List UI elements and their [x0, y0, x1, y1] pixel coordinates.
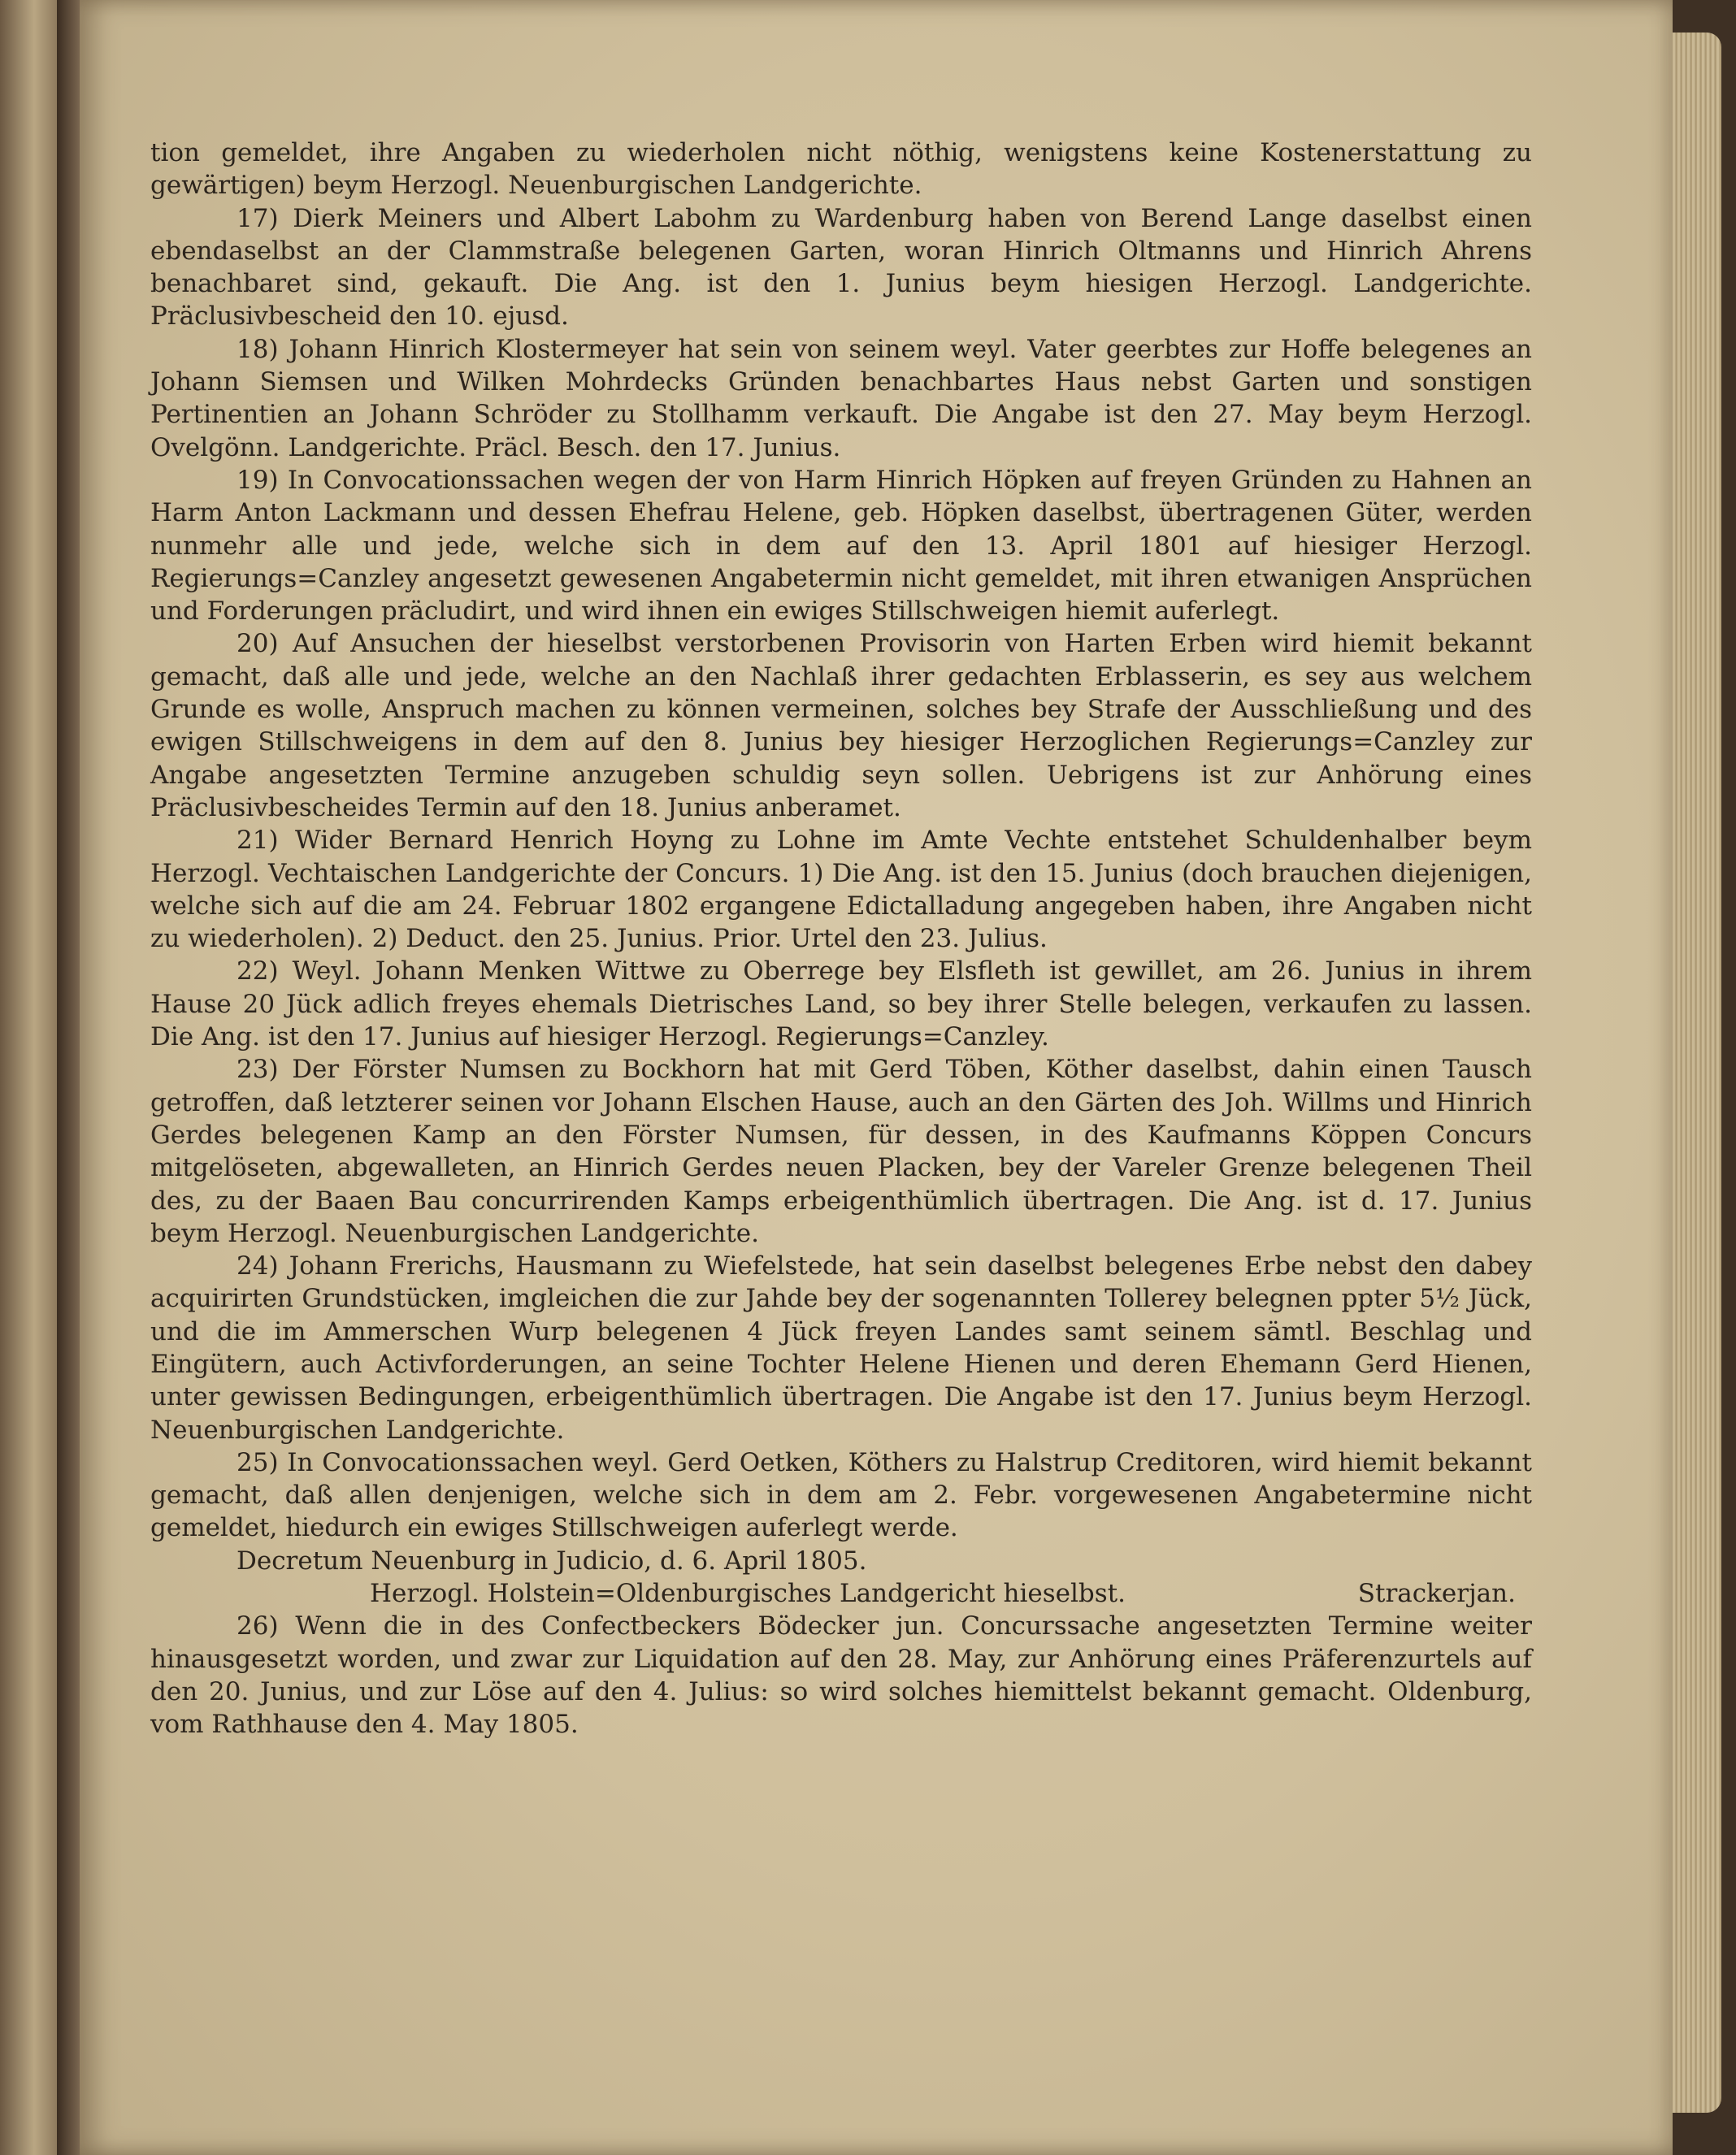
paragraph-continuation: tion gemeldet, ihre Angaben zu wiederholen nicht nöthig, wenigstens keine Kostenerstattung zu gewärtigen) beym Herzogl. Neuenburgischen Landgerichte.: [150, 138, 1532, 201]
notice-26: 26) Wenn die in des Confectbeckers Bödecker jun. Concurssache angesetzten Termine weiter hinausgesetzt worden, und zwar zur Liquidation auf den 28. May, zur Anhörung eines Präferenzurtels auf den 20. Junius, und zur Löse auf den 4. Julius: so wird solches hiemittelst bekannt gemacht. Oldenburg, vom Rathhause den 4. May 1805.: [150, 1611, 1532, 1740]
page-text-block: [150, 137, 1532, 1741]
page-edge-stack: [1673, 33, 1721, 2113]
notice-21: 21) Wider Bernard Henrich Hoyng zu Lohne im Amte Vechte entstehet Schuldenhalber beym Herzogl. Vechtaischen Landgerichte der Concurs. 1) Die Ang. ist den 15. Junius (doch brauchen diejenigen, welche sich auf die am 24. Februar 1802 ergangene Edictalladung angegeben haben, ihre Angaben nicht zu wiederholen). 2) Deduct. den 25. Junius. Prior. Urtel den 23. Julius.: [150, 826, 1532, 954]
notice-22: 22) Weyl. Johann Menken Wittwe zu Oberrege bey Elsfleth ist gewillet, am 26. Junius in ihrem Hause 20 Jück adlich freyes ehemals Dietrisches Land, so bey ihrer Stelle belegen, verkaufen zu lassen. Die Ang. ist den 17. Junius auf hiesiger Herzogl. Regierungs=Canzley.: [150, 956, 1532, 1052]
court-signature-line: [150, 1577, 1532, 1610]
notice-25: 25) In Convocationssachen weyl. Gerd Oetken, Köthers zu Halstrup Creditoren, wird hiemit bekannt gemacht, daß allen denjenigen, welche sich in dem am 2. Febr. vorgewesenen Angabetermine nicht gemeldet, hiedurch ein ewiges Stillschweigen auferlegt werde.: [150, 1447, 1532, 1543]
facing-page-edge: [0, 0, 57, 2155]
notice-23: 23) Der Förster Numsen zu Bockhorn hat mit Gerd Töben, Köther daselbst, dahin einen Tausch getroffen, daß letzterer seinen vor Johann Elschen Hause, auch an den Gärten des Joh. Willms und Hinrich Gerdes belegenen Kamp an den Förster Numsen, für dessen, in des Kaufmanns Köppen Concurs mitgelöseten, abgewalleten, an Hinrich Gerdes neuen Placken, bey der Vareler Grenze belegenen Theil des, zu der Baaen Bau concurrirenden Kamps erbeigenthümlich übertragen. Die Ang. ist d. 17. Junius beym Herzogl. Neuenburgischen Landgerichte.: [150, 1055, 1532, 1248]
court-name: Herzogl. Holstein=Oldenburgisches Landgericht hieselbst.: [370, 1579, 1126, 1609]
signature: Strackerjan.: [1357, 1579, 1516, 1609]
decretum-line: Decretum Neuenburg in Judicio, d. 6. April 1805.: [237, 1546, 867, 1576]
notice-20: 20) Auf Ansuchen der hieselbst verstorbenen Provisorin von Harten Erben wird hiemit bekannt gemacht, daß alle und jede, welche an den Nachlaß ihrer gedachten Erblasserin, es sey aus welchem Grunde es wolle, Anspruch machen zu können vermeinen, solches bey Strafe der Ausschließung und des ewigen Stillschweigens in dem auf den 8. Junius bey hiesiger Herzoglichen Regierungs=Canzley zur Angabe angesetzten Termine anzugeben schuldig seyn sollen. Uebrigens ist zur Anhörung eines Präclusivbescheides Termin auf den 18. Junius anberamet.: [150, 629, 1532, 822]
notice-24: 24) Johann Frerichs, Hausmann zu Wiefelstede, hat sein daselbst belegenes Erbe nebst den dabey acquirirten Grundstücken, imgleichen die zur Jahde bey der sogenannten Tollerey belegnen ppter 5½ Jück, und die im Ammerschen Wurp belegenen 4 Jück freyen Landes samt seinem sämtl. Beschlag und Eingütern, auch Activforderungen, an seine Tochter Helene Hienen und deren Ehemann Gerd Hienen, unter gewissen Bedingungen, erbeigenthümlich übertragen. Die Angabe ist den 17. Junius beym Herzogl. Neuenburgischen Landgerichte.: [150, 1251, 1532, 1445]
notice-19: 19) In Convocationssachen wegen der von Harm Hinrich Höpken auf freyen Gründen zu Hahnen an Harm Anton Lackmann und dessen Ehefrau Helene, geb. Höpken daselbst, übertragenen Güter, werden nunmehr alle und jede, welche sich in dem auf den 13. April 1801 auf hiesiger Herzogl. Regierungs=Canzley angesetzt gewesenen Angabetermin nicht gemeldet, mit ihren etwanigen Ansprüchen und Forderungen präcludirt, und wird ihnen ein ewiges Stillschweigen hiemit auferlegt.: [150, 465, 1532, 627]
book-gutter: [57, 0, 80, 2155]
notice-18: 18) Johann Hinrich Klostermeyer hat sein von seinem weyl. Vater geerbtes zur Hoffe belegenes an Johann Siemsen und Wilken Mohrdecks Gründen benachbartes Haus nebst Garten und sonstigen Pertinentien an Johann Schröder zu Stollhamm verkauft. Die Angabe ist den 27. May beym Herzogl. Ovelgönn. Landgerichte. Präcl. Besch. den 17. Junius.: [150, 334, 1532, 462]
notice-17: 17) Dierk Meiners und Albert Labohm zu Wardenburg haben von Berend Lange daselbst einen ebendaselbst an der Clammstraße belegenen Garten, woran Hinrich Oltmanns und Hinrich Ahrens benachbaret sind, gekauft. Die Ang. ist den 1. Junius beym hiesigen Herzogl. Landgerichte. Präclusivbescheid den 10. ejusd.: [150, 203, 1532, 332]
